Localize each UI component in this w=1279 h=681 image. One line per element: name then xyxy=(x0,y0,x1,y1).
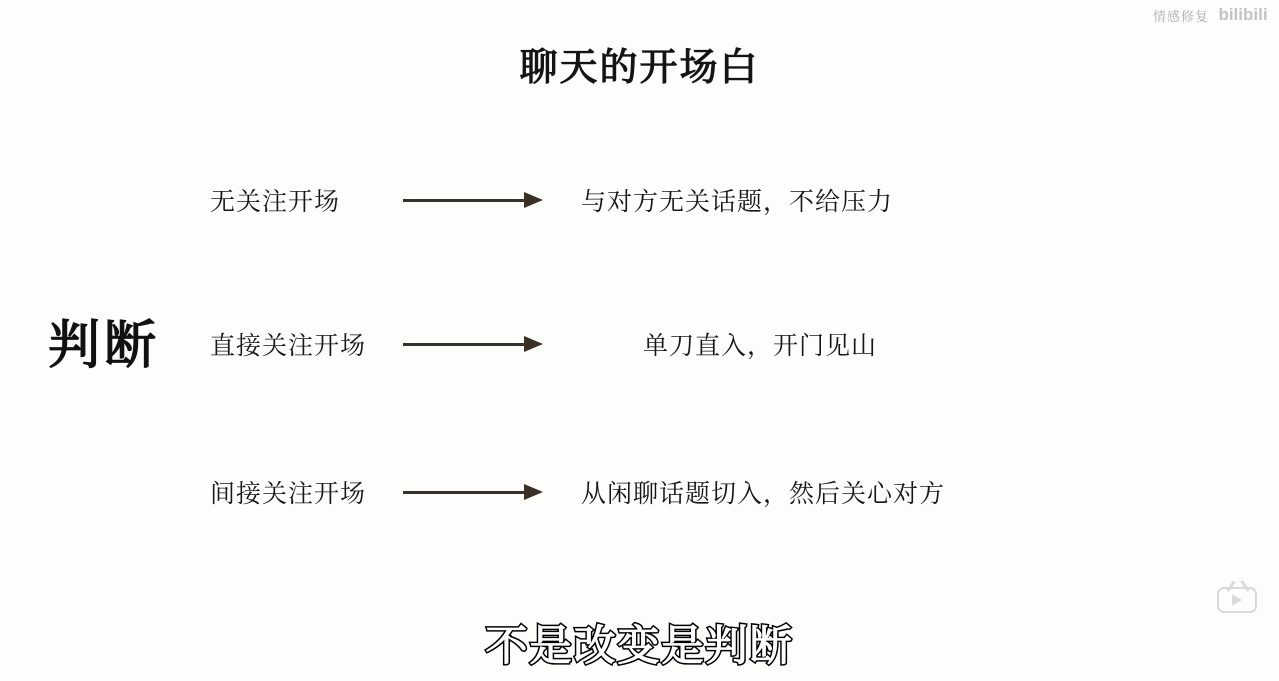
right-arrow-icon xyxy=(403,334,543,354)
row-description: 与对方无关话题，不给压力 xyxy=(581,189,894,216)
bilibili-logo: bilibili xyxy=(1218,5,1268,24)
right-arrow-icon xyxy=(403,482,543,502)
bilibili-tv-icon xyxy=(1217,579,1261,613)
right-arrow-icon xyxy=(403,190,543,210)
row-term: 直接关注开场 xyxy=(210,333,367,360)
left-group-label: 判断 xyxy=(48,318,161,375)
diagram-row xyxy=(210,472,1220,512)
row-term: 间接关注开场 xyxy=(210,481,367,508)
row-description: 单刀直入，开门见山 xyxy=(643,333,878,360)
video-caption: 不是改变是判断 xyxy=(485,622,794,669)
diagram-row xyxy=(210,324,1220,364)
row-description: 从闲聊话题切入，然后关心对方 xyxy=(581,481,946,508)
diagram-row xyxy=(210,180,1220,220)
watermark-text: 情感修复 xyxy=(1152,8,1209,24)
watermark-top-right xyxy=(1093,0,1279,30)
row-term: 无关注开场 xyxy=(210,189,341,216)
page-title: 聊天的开场白 xyxy=(519,47,760,89)
